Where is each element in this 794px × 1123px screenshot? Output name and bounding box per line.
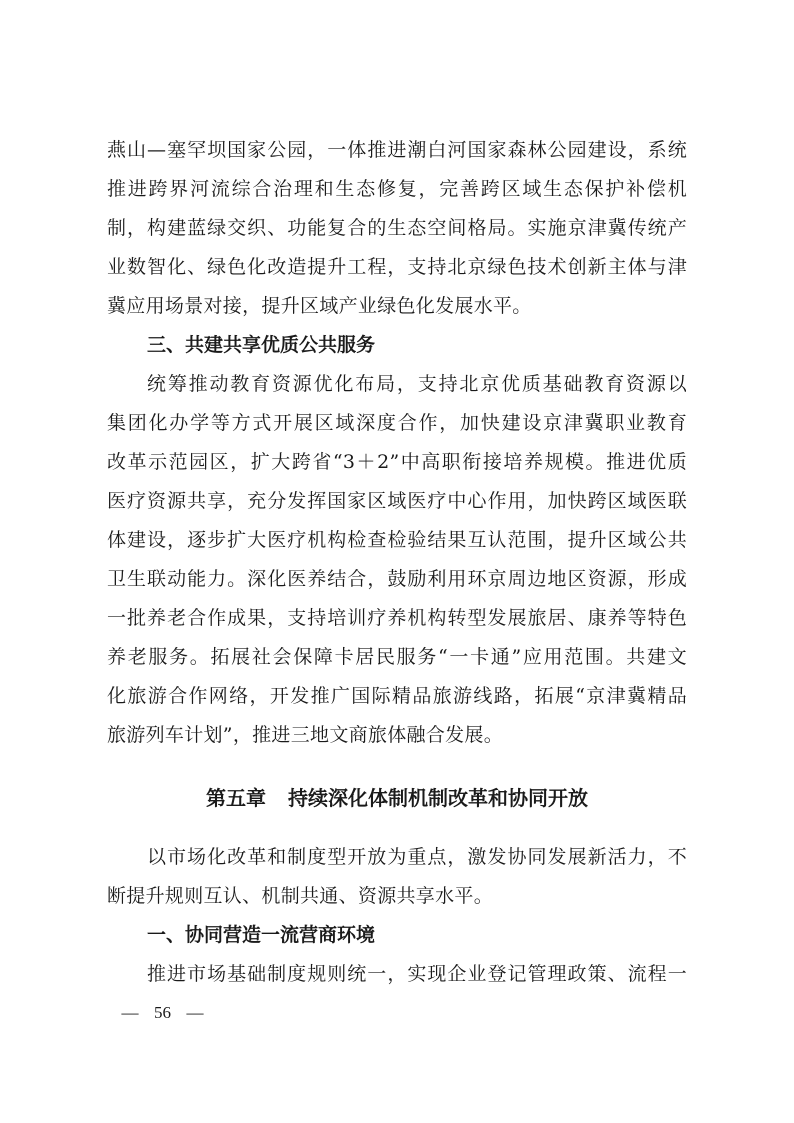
text-line: 改革示范园区，扩大跨省“3＋2”中高职衔接培养规模。推进优质 [107, 451, 687, 473]
chapter-name: 持续深化体制机制改革和协同开放 [288, 786, 588, 810]
text-line: 断提升规则互认、机制共通、资源共享水平。 [107, 885, 494, 907]
page-footer [118, 1000, 207, 1026]
text-line: 医疗资源共享，充分发挥国家区域医疗中心作用，加快跨区域医联 [107, 490, 687, 512]
text-line: 制，构建蓝绿交织、功能复合的生态空间格局。实施京津冀传统产 [107, 217, 687, 239]
text-line: 燕山—塞罕坝国家公园，一体推进潮白河国家森林公园建设，系统 [107, 139, 687, 161]
text-line: 统筹推动教育资源优化布局，支持北京优质基础教育资源以 [147, 373, 687, 395]
text-line: 化旅游合作网络，开发推广国际精品旅游线路，拓展“京津冀精品 [107, 685, 687, 707]
section-heading-business-environment: 一、协同营造一流营商环境 [147, 924, 376, 946]
text-line: 业数智化、绿色化改造提升工程，支持北京绿色技术创新主体与津 [107, 256, 687, 278]
chapter-title [0, 782, 794, 814]
text-line: 推进市场基础制度规则统一，实现企业登记管理政策、流程一 [147, 963, 687, 985]
text-line: 以市场化改革和制度型开放为重点，激发协同发展新活力，不 [147, 846, 687, 868]
footer-dash-right: — [186, 1003, 204, 1022]
footer-dash-left: — [121, 1003, 139, 1022]
text-line: 推进跨界河流综合治理和生态修复，完善跨区域生态保护补偿机 [107, 178, 687, 200]
text-line: 集团化办学等方式开展区域深度合作，加快建设京津冀职业教育 [107, 412, 687, 434]
text-line: 冀应用场景对接，提升区域产业绿色化发展水平。 [107, 295, 532, 317]
section-heading-public-services: 三、共建共享优质公共服务 [147, 334, 376, 356]
text-line: 一批养老合作成果，支持培训疗养机构转型发展旅居、康养等特色 [107, 607, 687, 629]
chapter-number: 第五章 [206, 786, 266, 810]
text-line: 养老服务。拓展社会保障卡居民服务“一卡通”应用范围。共建文 [107, 646, 687, 668]
text-line: 旅游列车计划”，推进三地文商旅体融合发展。 [107, 724, 504, 746]
text-line: 体建设，逐步扩大医疗机构检查检验结果互认范围，提升区域公共 [107, 529, 687, 551]
text-line: 卫生联动能力。深化医养结合，鼓励利用环京周边地区资源，形成 [107, 568, 687, 590]
page-number: 56 [154, 1003, 171, 1022]
